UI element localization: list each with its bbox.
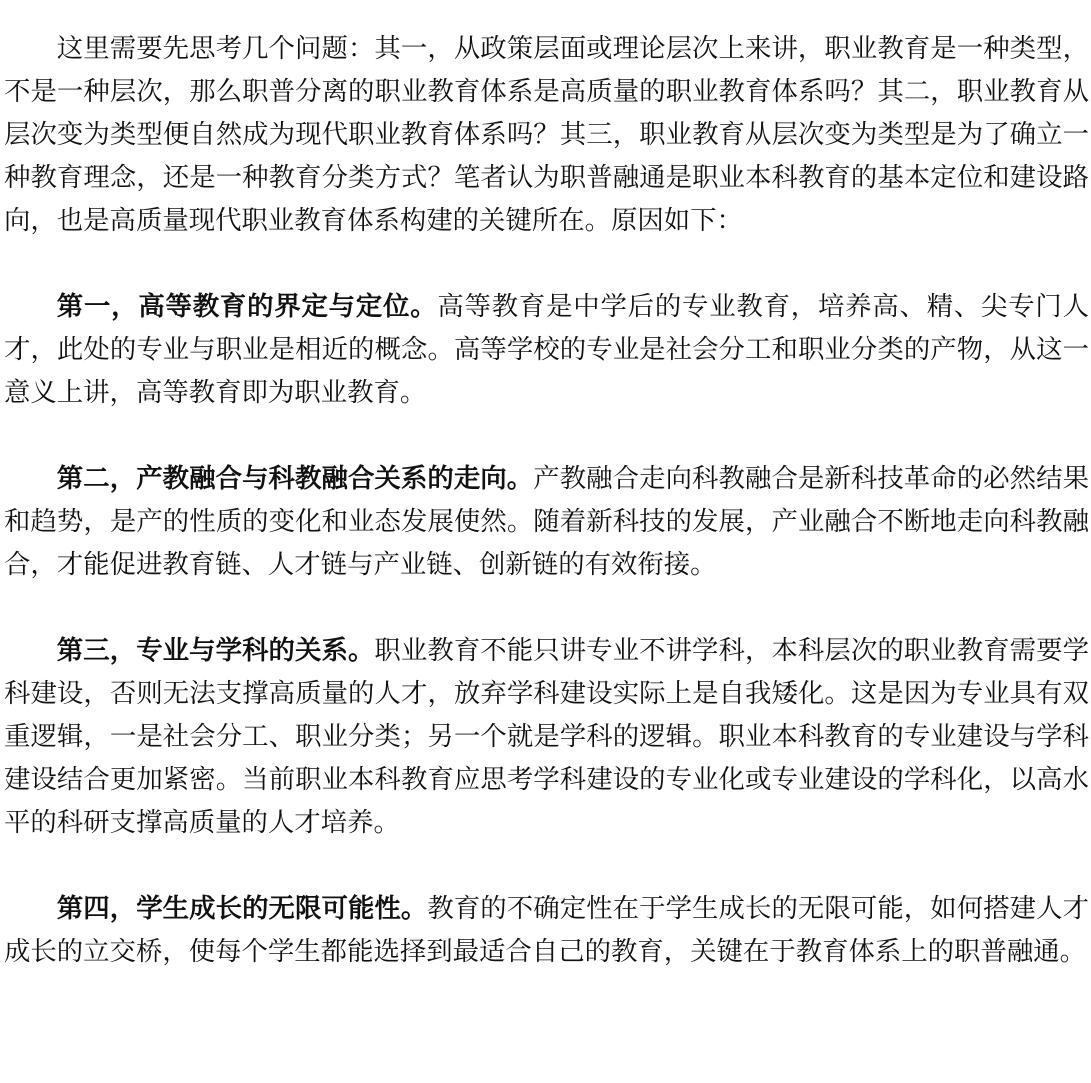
point-heading-4: 第四，学生成长的无限可能性。 xyxy=(56,893,428,924)
point-paragraph-4 xyxy=(4,887,1089,973)
point-paragraph-2 xyxy=(4,457,1089,586)
point-body-2: 产教融合走向科教融合是新科技革命的必然结果和趋势，是产的性质的变化和业态发展使然。随着新科技的发展，产业融合不断地走向科教融合，才能促进教育链、人才链与产业链、创新链的有效衔接。 xyxy=(4,463,1089,580)
point-body-1: 高等教育是中学后的专业教育，培养高、精、尖专门人才，此处的专业与职业是相近的概念。高等学校的专业是社会分工和职业分类的产物，从这一意义上讲，高等教育即为职业教育。 xyxy=(4,291,1089,408)
point-body-4: 教育的不确定性在于学生成长的无限可能，如何搭建人才成长的立交桥，使每个学生都能选择到最适合自己的教育，关键在于教育体系上的职普融通。 xyxy=(4,893,1089,967)
point-paragraph-1 xyxy=(4,285,1089,414)
article-body xyxy=(4,27,1089,973)
point-body-3: 职业教育不能只讲专业不讲学科，本科层次的职业教育需要学科建设，否则无法支撑高质量的人才，放弃学科建设实际上是自我矮化。这是因为专业具有双重逻辑，一是社会分工、职业分类；另一个就是学科的逻辑。职业本科教育的专业建设与学科建设结合更加紧密。当前职业本科教育应思考学科建设的专业化或专业建设的学科化，以高水平的科研支撑高质量的人才培养。 xyxy=(4,635,1089,838)
point-paragraph-3 xyxy=(4,629,1089,844)
point-heading-1: 第一，高等教育的界定与定位。 xyxy=(56,291,438,322)
point-heading-2: 第二，产教融合与科教融合关系的走向。 xyxy=(56,463,534,494)
point-heading-3: 第三，专业与学科的关系。 xyxy=(56,635,375,666)
intro-paragraph: 这里需要先思考几个问题：其一，从政策层面或理论层次上来讲，职业教育是一种类型，不是一种层次，那么职普分离的职业教育体系是高质量的职业教育体系吗？其二，职业教育从层次变为类型便自然成为现代职业教育体系吗？其三，职业教育从层次变为类型是为了确立一种教育理念，还是一种教育分类方式？笔者认为职普融通是职业本科教育的基本定位和建设路向，也是高质量现代职业教育体系构建的关键所在。原因如下： xyxy=(4,33,1089,236)
